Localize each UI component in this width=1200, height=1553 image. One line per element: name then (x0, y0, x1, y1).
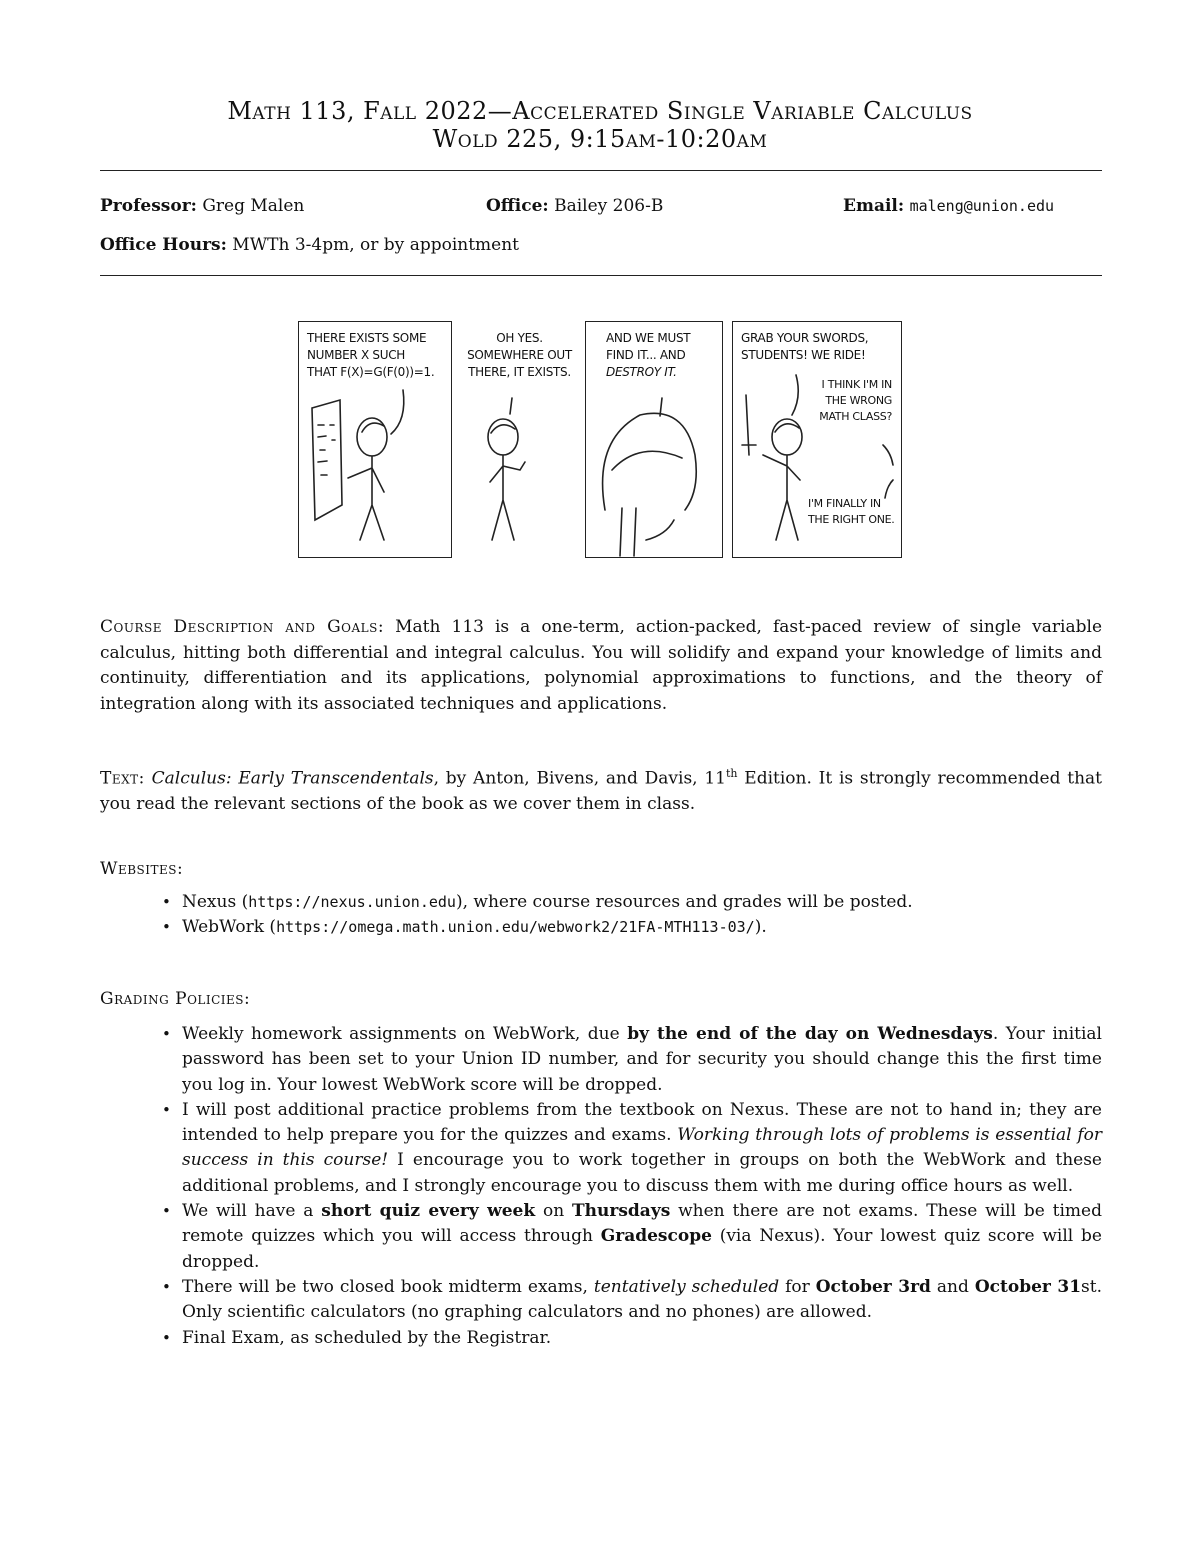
course-location-time: Wold 225, 9:15am-10:20am (432, 125, 768, 153)
panel-4-caption-top: GRAB YOUR SWORDS, STUDENTS! WE RIDE! (741, 331, 869, 362)
email-label: Email: (843, 196, 905, 216)
grading-heading: Grading Policies: (100, 989, 251, 1009)
speaker-figure-drawing (488, 398, 525, 540)
list-item: • Weekly homework assignments on WebWork, due by the end of the day on Wednesdays. Your initial password has been set to your Union ID number, and for security you should change this the first time you log in. Your lowest WebWork score will be dropped. (182, 1022, 1102, 1098)
email-link[interactable]: maleng@union.edu (909, 197, 1055, 215)
grading-list (160, 1022, 1102, 1351)
nexus-link[interactable]: https://nexus.union.edu (248, 893, 456, 911)
close-up-figure-drawing (603, 398, 697, 556)
list-item: • Nexus (https://nexus.union.edu), where course resources and grades will be posted. (182, 890, 1102, 915)
textbook-label: Text: (100, 768, 145, 789)
office-label: Office: (486, 196, 549, 216)
textbook-edition-sup: th (726, 767, 738, 780)
panel-3-caption: AND WE MUST FIND IT... AND DESTROY IT. (606, 331, 691, 379)
course-description (100, 615, 1102, 717)
office-location: Bailey 206-B (554, 196, 664, 216)
textbook-authors: , by Anton, Bivens, and Davis, 11 (433, 768, 726, 789)
office-hours-label: Office Hours: (100, 235, 227, 255)
panel-4-caption-right: I THINK I'M IN THE WRONG MATH CLASS? (819, 378, 892, 423)
webwork-link[interactable]: https://omega.math.union.edu/webwork2/21FA-MTH113-03/ (276, 918, 755, 937)
panel-4-caption-bottom: I'M FINALLY IN THE RIGHT ONE. (808, 497, 895, 526)
list-item: • Final Exam, as scheduled by the Registrar. (182, 1326, 1102, 1351)
websites-heading: Websites: (100, 859, 184, 879)
course-description-text: Math 113 is a one-term, action-packed, fast-paced review of single variable calculus, hitting both differential and integral calculus. You will solidify and expand your knowledge of limits and continuity, differentiation and its applications, polynomial approximations to functions, and the theory of integration along with its associated techniques and applications. (100, 617, 1103, 714)
professor-name: Greg Malen (202, 196, 305, 216)
panel-2-caption: OH YES. SOMEWHERE OUT THERE, IT EXISTS. (467, 331, 572, 379)
professor-label: Professor: (100, 196, 197, 216)
comic-drawings (0, 0, 1200, 600)
list-item: • We will have a short quiz every week on Thursdays when there are not exams. These will be timed remote quizzes which you will access through Gradescope (via Nexus). Your lowest quiz score will be dropped. (182, 1199, 1102, 1275)
textbook-title: Calculus: Early Transcendentals (151, 768, 434, 789)
panel-1-caption: THERE EXISTS SOME NUMBER X SUCH THAT F(X)=G(F(0))=1. (307, 331, 435, 379)
websites-list (160, 890, 1102, 941)
list-item: • WebWork (https://omega.math.union.edu/webwork2/21FA-MTH113-03/). (182, 915, 1102, 940)
chalkboard-figure-drawing (312, 390, 404, 540)
office-hours-value: MWTh 3-4pm, or by appointment (232, 235, 520, 255)
textbook-section (100, 761, 1102, 818)
course-title: Math 113, Fall 2022—Accelerated Single Variable Calculus (227, 97, 973, 125)
list-item: • I will post additional practice problems from the textbook on Nexus. These are not to hand in; they are intended to help prepare you for the quizzes and exams. Working through lots of problems is essential for success in this course! I encourage you to work together in groups on both the WebWork and these additional problems, and I strongly encourage you to discuss them with me during office hours as well. (182, 1098, 1102, 1199)
textbook-note: Edition. It is strongly recommended that you read the relevant sections of the book as we cover them in class. (100, 768, 1102, 815)
list-item: • There will be two closed book midterm exams, tentatively scheduled for October 3rd and October 31st. Only scientific calculators (no graphing calculators and no phones) are allowed. (182, 1275, 1102, 1326)
course-description-label: Course Description and Goals: (100, 617, 385, 637)
